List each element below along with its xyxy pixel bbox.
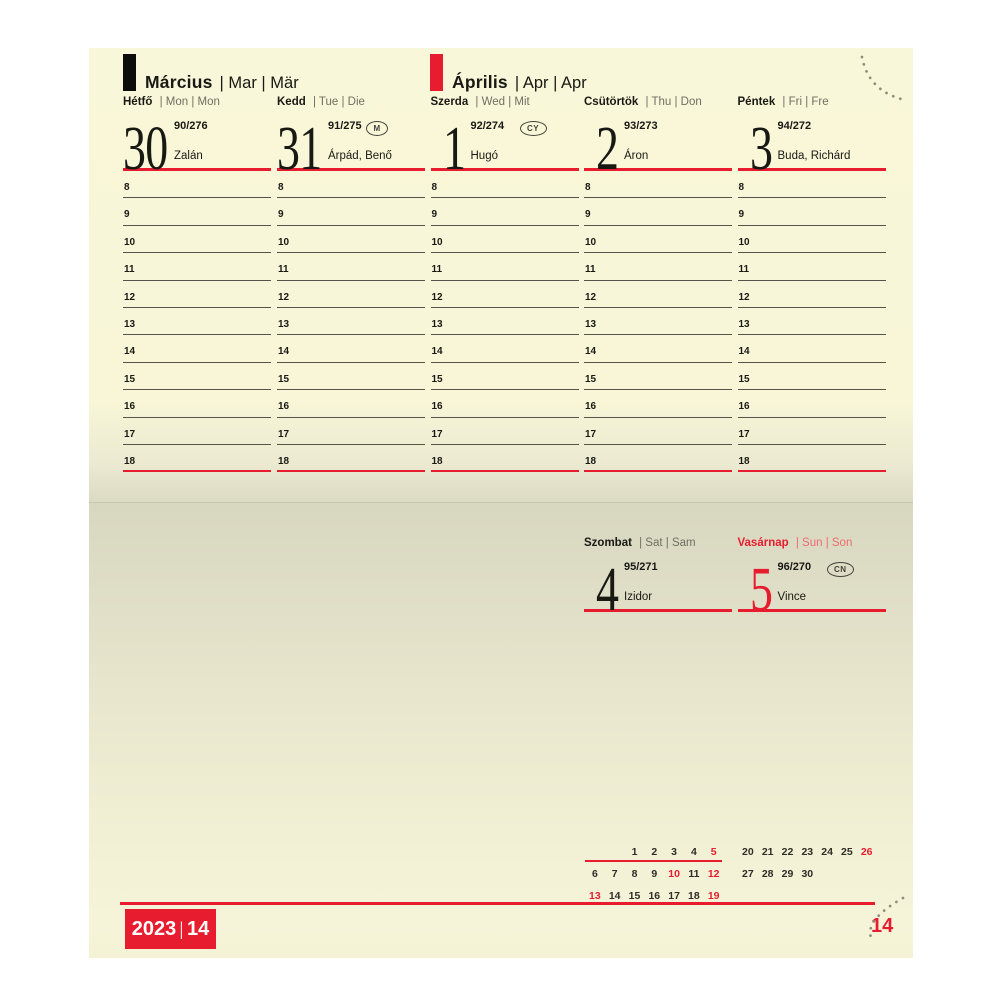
mini-calendar-day: 30 [801,868,814,880]
day-number: 5 [749,555,772,624]
hour-row [123,253,271,280]
hour-row [277,198,425,225]
month-tab-black [123,54,136,91]
mini-calendar-day: 4 [690,846,697,858]
mini-calendar-day: 23 [801,846,814,858]
mini-calendar-day: 12 [707,868,720,880]
hour-label: 8 [278,182,284,193]
hour-label: 15 [124,373,136,385]
day-ordinal-count: 92/274 [470,120,505,132]
hour-label: 14 [431,346,443,358]
weekday-name: Vasárnap [737,537,789,549]
hour-label: 8 [124,182,130,193]
weekday-name: Csütörtök [584,96,639,108]
hour-row [584,281,732,308]
day-ordinal-count: 94/272 [777,120,812,132]
day-ordinal-count: 95/271 [624,561,658,573]
hours-list [123,171,271,472]
hour-label: 17 [738,428,750,440]
hour-label: 16 [124,401,136,413]
hour-label: 14 [124,346,136,358]
hour-row [123,308,271,335]
mini-calendar-day: 29 [781,868,794,880]
year-week-badge [125,909,216,949]
month-name: Március [145,71,213,92]
month-name-translations: | Mar | Mär [219,73,299,92]
hour-label: 9 [431,209,438,221]
hour-label: 12 [124,291,136,303]
hour-label: 12 [431,291,443,303]
hour-label: 11 [278,264,289,276]
hour-label: 16 [431,401,443,413]
hour-label: 8 [431,182,438,193]
mini-calendar-day [817,863,837,885]
month-header-april [430,51,587,91]
name-day-names: Zalán [174,149,203,162]
hour-row [738,308,886,335]
hour-label: 17 [431,428,443,440]
mini-calendar-day: 18 [688,890,700,902]
week-number-label: 14 [186,917,210,940]
weekday-header [738,533,886,553]
hour-label: 18 [431,455,443,467]
mini-calendar-day [857,863,877,885]
hour-label: 8 [585,182,591,193]
holiday-badge: CN [827,562,855,577]
month-name: Április [452,71,508,92]
weekday-name-translations: | Thu | Don [642,96,702,108]
mini-calendar-day: 17 [668,890,680,902]
hour-row [277,418,425,445]
hour-label: 11 [738,264,750,276]
hour-row [123,390,271,417]
mini-calendar-divider [585,860,722,862]
hour-label: 15 [278,373,290,385]
badge-separator: | [179,918,184,939]
hour-row [584,226,732,253]
name-day-names: Buda, Richárd [777,149,851,162]
hour-row [123,335,271,362]
day-number: 30 [123,114,168,183]
weekday-header [584,92,732,112]
hour-row [123,198,271,225]
hour-row [738,363,886,390]
weekday-name-translations: | Sun | Son [792,537,853,549]
mini-calendar-day: 1 [631,846,638,858]
weekday-column [584,92,732,472]
hour-label: 12 [585,291,597,303]
hour-row [277,226,425,253]
month-tab-red [430,54,443,91]
footer-red-line [120,902,875,905]
hour-label: 11 [431,264,443,276]
day-ordinal-count: 91/275 [328,120,362,132]
day-ordinal-count: 90/276 [174,120,208,132]
hour-label: 18 [124,455,136,467]
mini-calendar-day: 3 [671,846,677,858]
mini-calendar-day: 13 [589,890,601,902]
day-block [738,553,886,624]
weekday-name: Szerda [430,96,469,108]
mini-calendar-day: 8 [631,868,638,880]
hour-row [277,335,425,362]
hour-row [431,308,579,335]
mini-calendar-day: 24 [821,846,833,858]
hour-label: 16 [738,401,750,413]
hour-row [431,445,579,473]
hour-label: 18 [738,455,750,467]
mini-calendar-block-2 [738,841,877,885]
hour-row [738,198,886,225]
hour-label: 12 [738,291,750,303]
mini-calendar-block-1 [585,841,724,907]
hour-label: 15 [738,373,750,385]
hour-label: 15 [431,373,443,385]
hour-row [738,390,886,417]
page-number: 14 [871,915,894,937]
hour-label: 11 [585,264,596,276]
mini-calendar-day: 6 [591,868,598,880]
holiday-badge: CY [520,121,547,136]
weekday-name: Hétfő [123,96,153,108]
day-block [584,112,732,183]
name-day-names: Árpád, Benő [328,149,392,162]
hour-label: 10 [431,236,443,248]
day-block [123,112,271,183]
hour-label: 13 [738,318,750,330]
hour-row [123,445,271,473]
hour-label: 9 [124,209,130,221]
hour-label: 14 [278,346,290,358]
hour-row [277,390,425,417]
hours-list [584,171,732,472]
hour-label: 17 [278,428,290,440]
hour-row [431,390,579,417]
mini-calendar-day: 28 [761,868,774,880]
mini-calendar-day: 7 [611,868,618,880]
mini-calendar-day: 10 [668,868,680,880]
weekday-header [123,92,271,112]
hour-row [123,418,271,445]
hour-label: 18 [278,455,290,467]
hour-row [123,281,271,308]
hour-row [277,445,425,473]
hour-label: 10 [585,236,597,248]
hour-row [584,308,732,335]
day-ordinal-count: 96/270 [777,561,812,573]
hours-list [277,171,425,472]
mini-calendar-row [738,841,877,863]
hour-label: 16 [278,401,290,413]
mini-calendar-day: 15 [628,890,641,902]
hour-row [584,445,732,473]
weekday-name-translations: | Fri | Fre [779,96,829,108]
hour-row [277,281,425,308]
hour-label: 17 [124,428,136,440]
hours-list [738,171,886,472]
hour-label: 18 [585,455,597,467]
month-header-march [123,51,299,91]
hour-row [431,198,579,225]
day-block [431,112,579,183]
hour-label: 13 [278,318,290,330]
weekday-name: Szombat [584,537,632,549]
hour-label: 13 [585,318,597,330]
hour-label: 13 [431,318,443,330]
mini-calendar-day: 20 [742,846,754,858]
weekday-name-translations: | Wed | Mit [472,96,530,108]
hour-row [738,281,886,308]
diary-page [89,48,913,958]
weekday-column [277,92,425,472]
day-ordinal-count: 93/273 [624,120,658,132]
hour-row [123,226,271,253]
weekday-column [123,92,271,472]
dotted-arc-decoration [851,896,913,958]
hour-label: 16 [585,401,597,413]
hour-row [431,363,579,390]
weekday-column [431,92,579,472]
day-block [584,553,732,624]
weekday-column [737,533,886,624]
mini-calendar-day: 26 [860,846,873,858]
hour-row [431,281,579,308]
hour-row [123,363,271,390]
weekday-name-translations: | Mon | Mon [156,96,220,108]
weekday-column [738,92,886,472]
hour-row [584,390,732,417]
hour-label: 12 [278,291,290,303]
hour-row [277,253,425,280]
hour-row [584,363,732,390]
day-number: 2 [596,114,619,183]
hour-row [584,198,732,225]
mini-calendar-day: 2 [651,846,658,858]
month-name-translations: | Apr | Apr [514,73,587,92]
weekday-name-translations: | Sat | Sam [635,537,696,549]
mini-calendar-day: 11 [688,868,700,880]
hour-label: 9 [278,209,284,221]
hour-row [738,418,886,445]
hour-row [431,418,579,445]
hour-label: 8 [738,182,745,193]
hour-row [431,253,579,280]
mini-calendar-day: 16 [648,890,661,902]
hour-row [277,363,425,390]
mini-calendar-day: 25 [841,846,853,858]
weekday-header [431,92,579,112]
day-number: 4 [596,555,619,624]
bottom-sheet-weekend [89,502,913,958]
hour-row [584,418,732,445]
hour-label: 9 [738,209,745,221]
year-label: 2023 [131,917,177,940]
mini-calendar-day [837,863,857,885]
day-block [738,112,886,183]
hour-label: 10 [278,236,290,248]
mini-calendar-day: 22 [781,846,794,858]
name-day-names: Áron [624,149,649,162]
holiday-badge: M [366,121,388,136]
name-day-names: Hugó [470,149,498,162]
hour-row [738,335,886,362]
hour-label: 14 [585,346,597,358]
hour-label: 9 [585,209,591,221]
weekday-column [584,533,732,624]
mini-calendar-day: 27 [742,868,754,880]
day-number: 3 [749,114,772,183]
name-day-names: Izidor [624,590,653,603]
hour-label: 11 [124,264,135,276]
mini-calendar-row [585,863,724,885]
mini-calendar-day: 19 [707,890,720,902]
hour-label: 14 [738,346,750,358]
hour-row [584,253,732,280]
weekday-header [277,92,425,112]
hour-row [431,335,579,362]
weekday-header [738,92,886,112]
hour-row [738,445,886,473]
mini-calendar-day: 5 [710,846,717,858]
hour-label: 15 [585,373,597,385]
hour-row [584,335,732,362]
hour-row [738,253,886,280]
hour-label: 10 [124,236,136,248]
name-day-names: Vince [777,590,807,603]
hours-list [431,171,579,472]
day-number: 31 [277,114,322,183]
weekday-header [584,533,732,553]
mini-calendar-row [738,863,877,885]
hour-row [738,226,886,253]
day-block [277,112,425,183]
hour-label: 10 [738,236,750,248]
mini-calendar-day: 9 [651,868,658,880]
mini-calendar-day: 14 [608,890,621,902]
top-sheet-weekdays [89,48,913,502]
weekday-name-translations: | Tue | Die [309,96,365,108]
hour-row [431,226,579,253]
hour-row [277,308,425,335]
day-number: 1 [442,114,465,183]
weekday-name: Péntek [737,96,776,108]
hour-label: 17 [585,428,597,440]
hour-label: 13 [124,318,136,330]
mini-calendar-day: 21 [761,846,774,858]
weekday-name: Kedd [277,96,306,108]
